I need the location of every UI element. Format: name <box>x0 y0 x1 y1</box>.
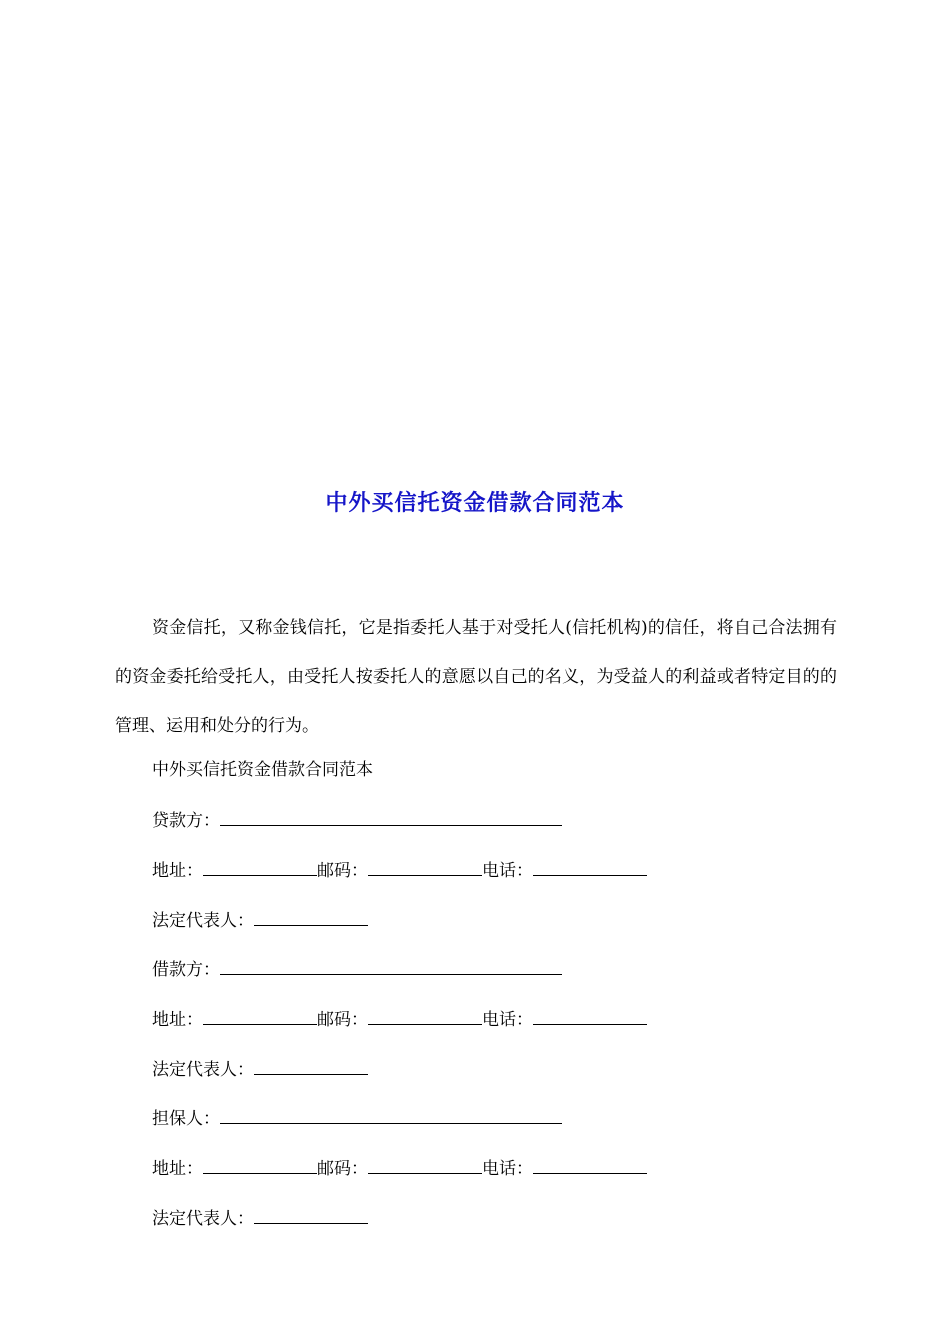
borrower-blank[interactable] <box>220 956 562 975</box>
borrower-rep-line <box>152 1056 368 1082</box>
lender-rep-line <box>152 907 368 933</box>
guarantor-address-label: 地址： <box>152 1159 203 1179</box>
guarantor-line <box>152 1105 562 1131</box>
guarantor-phone-label: 电话： <box>482 1159 533 1179</box>
borrower-postcode-blank[interactable] <box>368 1006 482 1025</box>
lender-rep-label: 法定代表人： <box>152 911 254 931</box>
lender-phone-label: 电话： <box>482 861 533 881</box>
borrower-postcode-label: 邮码： <box>317 1010 368 1030</box>
subtitle-text: 中外买信托资金借款合同范本 <box>152 760 373 780</box>
lender-contact-line <box>152 857 647 883</box>
guarantor-blank[interactable] <box>220 1105 562 1124</box>
lender-address-label: 地址： <box>152 861 203 881</box>
guarantor-label: 担保人： <box>152 1109 220 1129</box>
guarantor-phone-blank[interactable] <box>533 1155 647 1174</box>
lender-line <box>152 807 562 833</box>
borrower-phone-blank[interactable] <box>533 1006 647 1025</box>
borrower-address-blank[interactable] <box>203 1006 317 1025</box>
subtitle-line <box>152 758 373 782</box>
borrower-address-label: 地址： <box>152 1010 203 1030</box>
lender-postcode-label: 邮码： <box>317 861 368 881</box>
borrower-rep-blank[interactable] <box>254 1056 368 1075</box>
lender-label: 贷款方： <box>152 811 220 831</box>
document-title: 中外买信托资金借款合同范本 <box>325 491 625 516</box>
guarantor-postcode-blank[interactable] <box>368 1155 482 1174</box>
lender-rep-blank[interactable] <box>254 907 368 926</box>
guarantor-contact-line <box>152 1155 647 1181</box>
borrower-label: 借款方： <box>152 960 220 980</box>
guarantor-rep-line <box>152 1205 368 1231</box>
lender-address-blank[interactable] <box>203 857 317 876</box>
borrower-contact-line <box>152 1006 647 1032</box>
guarantor-postcode-label: 邮码： <box>317 1159 368 1179</box>
borrower-phone-label: 电话： <box>482 1010 533 1030</box>
lender-blank[interactable] <box>220 807 562 826</box>
lender-phone-blank[interactable] <box>533 857 647 876</box>
borrower-line <box>152 956 562 982</box>
lender-postcode-blank[interactable] <box>368 857 482 876</box>
intro-paragraph: 资金信托，又称金钱信托，它是指委托人基于对受托人(信托机构)的信任，将自己合法拥有的资金委托给受托人，由受托人按委托人的意愿以自己的名义，为受益人的利益或者特定目的的管理、运用和处分的行为。 <box>115 618 837 736</box>
guarantor-rep-label: 法定代表人： <box>152 1209 254 1229</box>
guarantor-address-blank[interactable] <box>203 1155 317 1174</box>
guarantor-rep-blank[interactable] <box>254 1205 368 1224</box>
borrower-rep-label: 法定代表人： <box>152 1060 254 1080</box>
